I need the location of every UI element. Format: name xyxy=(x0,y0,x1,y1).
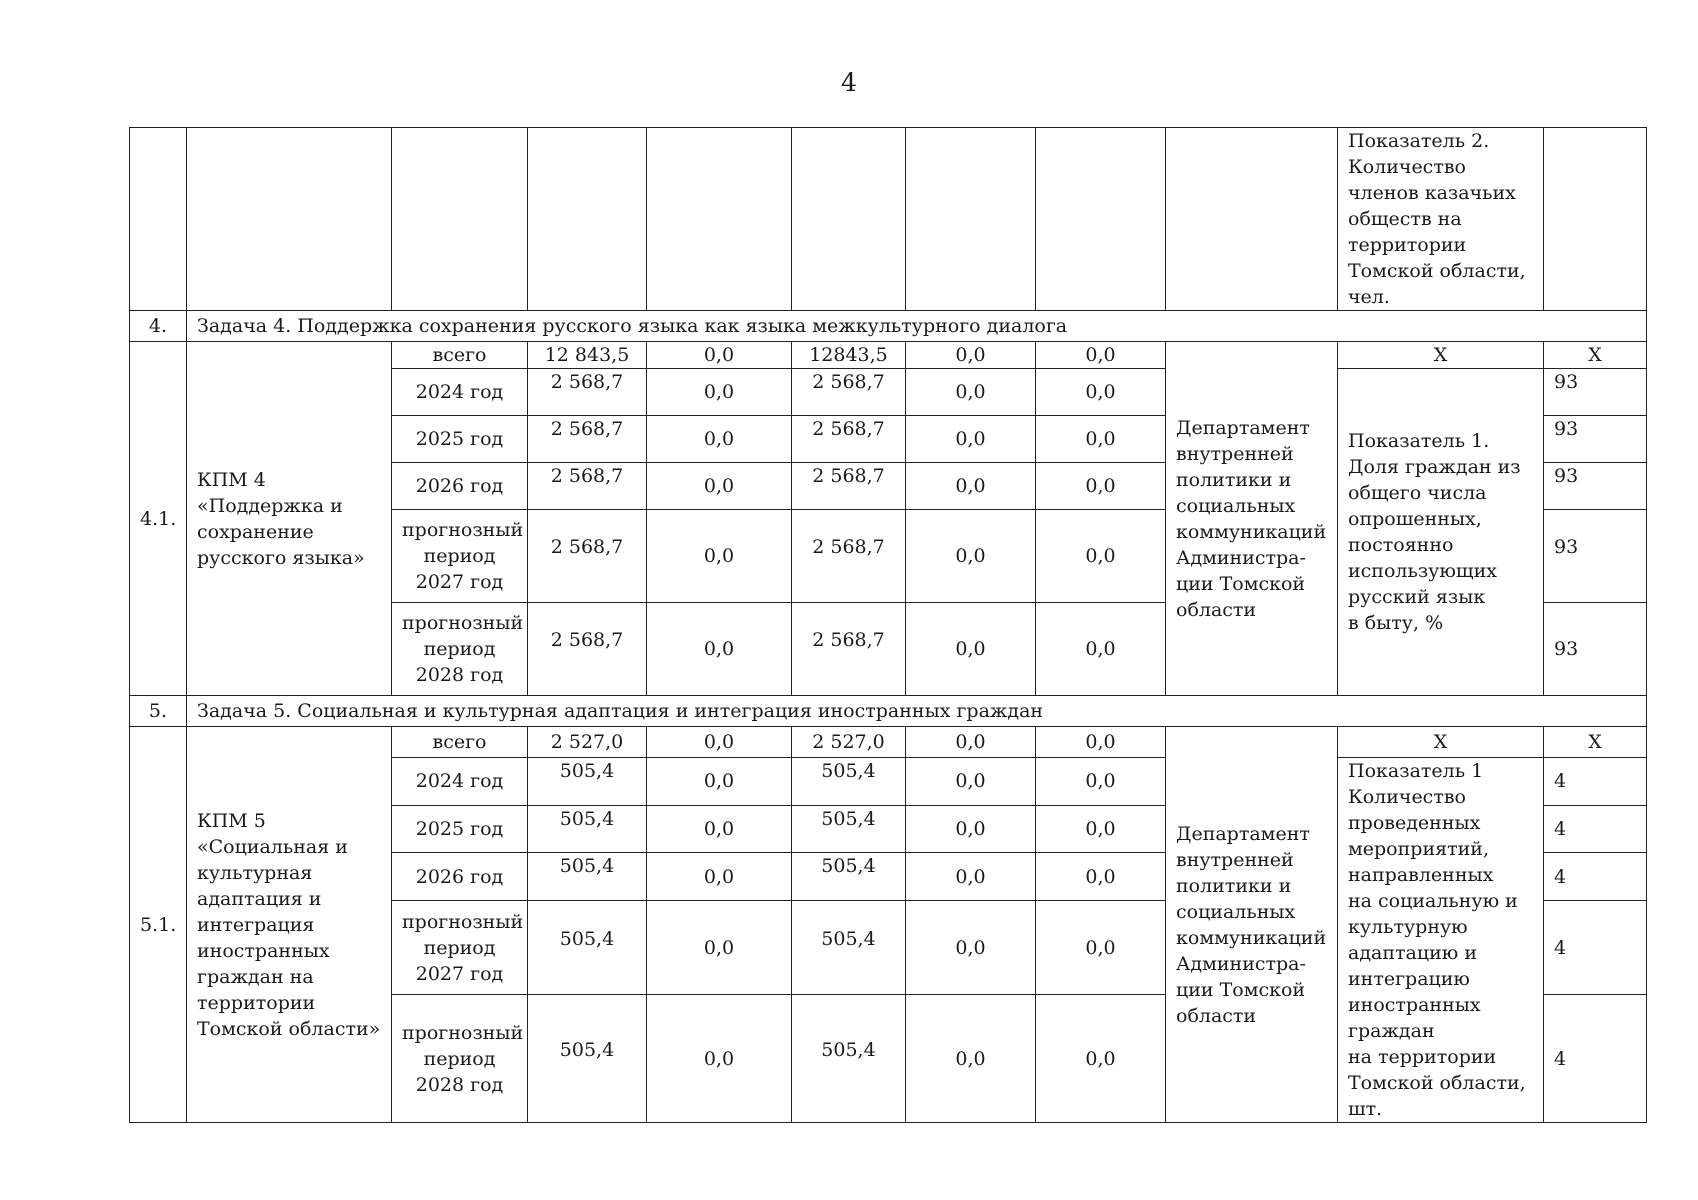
value-cell: 2 568,7 xyxy=(528,463,647,510)
value-cell: 0,0 xyxy=(647,510,792,603)
task-row-4 xyxy=(130,311,1647,342)
page-number: 4 xyxy=(841,68,857,97)
period-cell: прогнозный период 2028 год xyxy=(392,995,528,1123)
empty-cell xyxy=(1544,128,1647,311)
value-cell: 0,0 xyxy=(647,853,792,901)
value-cell: 0,0 xyxy=(906,603,1036,696)
value-cell: 0,0 xyxy=(647,805,792,853)
value-cell: 2 568,7 xyxy=(528,603,647,696)
value-cell: 2 568,7 xyxy=(528,416,647,463)
task-title: Задача 4. Поддержка сохранения русского языка как языка межкультурного диалога xyxy=(187,311,1647,342)
value-cell: 2 527,0 xyxy=(792,727,906,758)
value-cell: 505,4 xyxy=(792,995,906,1123)
value-cell: 12 843,5 xyxy=(528,342,647,369)
value-cell: 505,4 xyxy=(792,900,906,994)
value-cell: 0,0 xyxy=(906,510,1036,603)
period-cell: всего xyxy=(392,727,528,758)
indicator-cell: X xyxy=(1338,727,1544,758)
empty-cell xyxy=(792,128,906,311)
value-cell: 0,0 xyxy=(906,727,1036,758)
value-cell: 0,0 xyxy=(1036,342,1166,369)
value-cell: 2 568,7 xyxy=(792,510,906,603)
target-cell: 4 xyxy=(1544,805,1647,853)
empty-cell xyxy=(1166,128,1338,311)
period-cell: 2026 год xyxy=(392,853,528,901)
value-cell: 505,4 xyxy=(792,805,906,853)
kpm5-total-row xyxy=(130,727,1647,758)
value-cell: 0,0 xyxy=(647,603,792,696)
kpm-number: 5.1. xyxy=(130,727,187,1123)
value-cell: 0,0 xyxy=(1036,900,1166,994)
period-cell: 2024 год xyxy=(392,369,528,416)
value-cell: 505,4 xyxy=(528,758,647,806)
kpm4-total-row xyxy=(130,342,1647,369)
value-cell: 0,0 xyxy=(1036,727,1166,758)
value-cell: 505,4 xyxy=(792,853,906,901)
task-number: 5. xyxy=(130,696,187,727)
value-cell: 0,0 xyxy=(1036,853,1166,901)
value-cell: 0,0 xyxy=(1036,369,1166,416)
period-cell: 2025 год xyxy=(392,416,528,463)
value-cell: 0,0 xyxy=(906,463,1036,510)
target-cell: 4 xyxy=(1544,900,1647,994)
value-cell: 0,0 xyxy=(647,727,792,758)
value-cell: 0,0 xyxy=(906,416,1036,463)
value-cell: 0,0 xyxy=(1036,463,1166,510)
value-cell: 12843,5 xyxy=(792,342,906,369)
target-cell: 93 xyxy=(1544,416,1647,463)
indicator-cell: X xyxy=(1338,342,1544,369)
target-cell: 93 xyxy=(1544,463,1647,510)
value-cell: 0,0 xyxy=(647,463,792,510)
department-cell: Департамент внутренней политики и социальных коммуникаций Администра-ции Томской области xyxy=(1166,342,1338,696)
empty-cell xyxy=(647,128,792,311)
department-cell: Департамент внутренней политики и социальных коммуникаций Администра-ции Томской области xyxy=(1166,727,1338,1123)
target-cell: X xyxy=(1544,727,1647,758)
kpm-name: КПМ 4 «Поддержка и сохранение русского языка» xyxy=(187,342,392,696)
value-cell: 0,0 xyxy=(1036,758,1166,806)
value-cell: 0,0 xyxy=(906,995,1036,1123)
value-cell: 2 568,7 xyxy=(792,463,906,510)
value-cell: 0,0 xyxy=(1036,995,1166,1123)
value-cell: 0,0 xyxy=(906,342,1036,369)
target-cell: 4 xyxy=(1544,995,1647,1123)
value-cell: 505,4 xyxy=(792,758,906,806)
value-cell: 0,0 xyxy=(647,416,792,463)
indicator-cell: Показатель 1 Количество проведенных мероприятий, направленных на социальную и культурную адаптацию и интеграцию иностранных граждан на территории Томской области, шт. xyxy=(1338,758,1544,1123)
period-cell: прогнозный период 2027 год xyxy=(392,900,528,994)
task-number: 4. xyxy=(130,311,187,342)
period-cell: прогнозный период 2028 год xyxy=(392,603,528,696)
task-row-5 xyxy=(130,696,1647,727)
value-cell: 2 568,7 xyxy=(528,369,647,416)
period-cell: 2025 год xyxy=(392,805,528,853)
value-cell: 0,0 xyxy=(1036,603,1166,696)
program-table xyxy=(129,127,1647,1123)
target-cell: 93 xyxy=(1544,603,1647,696)
empty-cell xyxy=(130,128,187,311)
indicator-cell: Показатель 1. Доля граждан из общего числа опрошенных, постоянно использующих русский язык в быту, % xyxy=(1338,369,1544,696)
value-cell: 0,0 xyxy=(647,995,792,1123)
value-cell: 505,4 xyxy=(528,900,647,994)
value-cell: 505,4 xyxy=(528,805,647,853)
period-cell: 2024 год xyxy=(392,758,528,806)
empty-cell xyxy=(1036,128,1166,311)
value-cell: 0,0 xyxy=(1036,805,1166,853)
kpm-name: КПМ 5 «Социальная и культурная адаптация и интеграция иностранных граждан на территории Томской области» xyxy=(187,727,392,1123)
empty-cell xyxy=(392,128,528,311)
task-title: Задача 5. Социальная и культурная адаптация и интеграция иностранных граждан xyxy=(187,696,1647,727)
value-cell: 2 568,7 xyxy=(792,603,906,696)
value-cell: 0,0 xyxy=(906,805,1036,853)
value-cell: 2 527,0 xyxy=(528,727,647,758)
kpm-number: 4.1. xyxy=(130,342,187,696)
target-cell: 93 xyxy=(1544,510,1647,603)
value-cell: 0,0 xyxy=(647,758,792,806)
value-cell: 0,0 xyxy=(906,900,1036,994)
empty-cell xyxy=(187,128,392,311)
value-cell: 0,0 xyxy=(647,369,792,416)
value-cell: 0,0 xyxy=(906,853,1036,901)
target-cell: X xyxy=(1544,342,1647,369)
value-cell: 2 568,7 xyxy=(792,369,906,416)
period-cell: прогнозный период 2027 год xyxy=(392,510,528,603)
value-cell: 0,0 xyxy=(1036,510,1166,603)
value-cell: 2 568,7 xyxy=(792,416,906,463)
value-cell: 0,0 xyxy=(647,342,792,369)
empty-cell xyxy=(906,128,1036,311)
target-cell: 4 xyxy=(1544,758,1647,806)
value-cell: 0,0 xyxy=(906,758,1036,806)
continuation-row xyxy=(130,128,1647,311)
indicator-cell: Показатель 2. Количество членов казачьих обществ на территории Томской области, чел. xyxy=(1338,128,1544,311)
period-cell: 2026 год xyxy=(392,463,528,510)
period-cell: всего xyxy=(392,342,528,369)
value-cell: 2 568,7 xyxy=(528,510,647,603)
value-cell: 0,0 xyxy=(1036,416,1166,463)
value-cell: 505,4 xyxy=(528,853,647,901)
empty-cell xyxy=(528,128,647,311)
target-cell: 93 xyxy=(1544,369,1647,416)
target-cell: 4 xyxy=(1544,853,1647,901)
value-cell: 0,0 xyxy=(906,369,1036,416)
value-cell: 505,4 xyxy=(528,995,647,1123)
value-cell: 0,0 xyxy=(647,900,792,994)
